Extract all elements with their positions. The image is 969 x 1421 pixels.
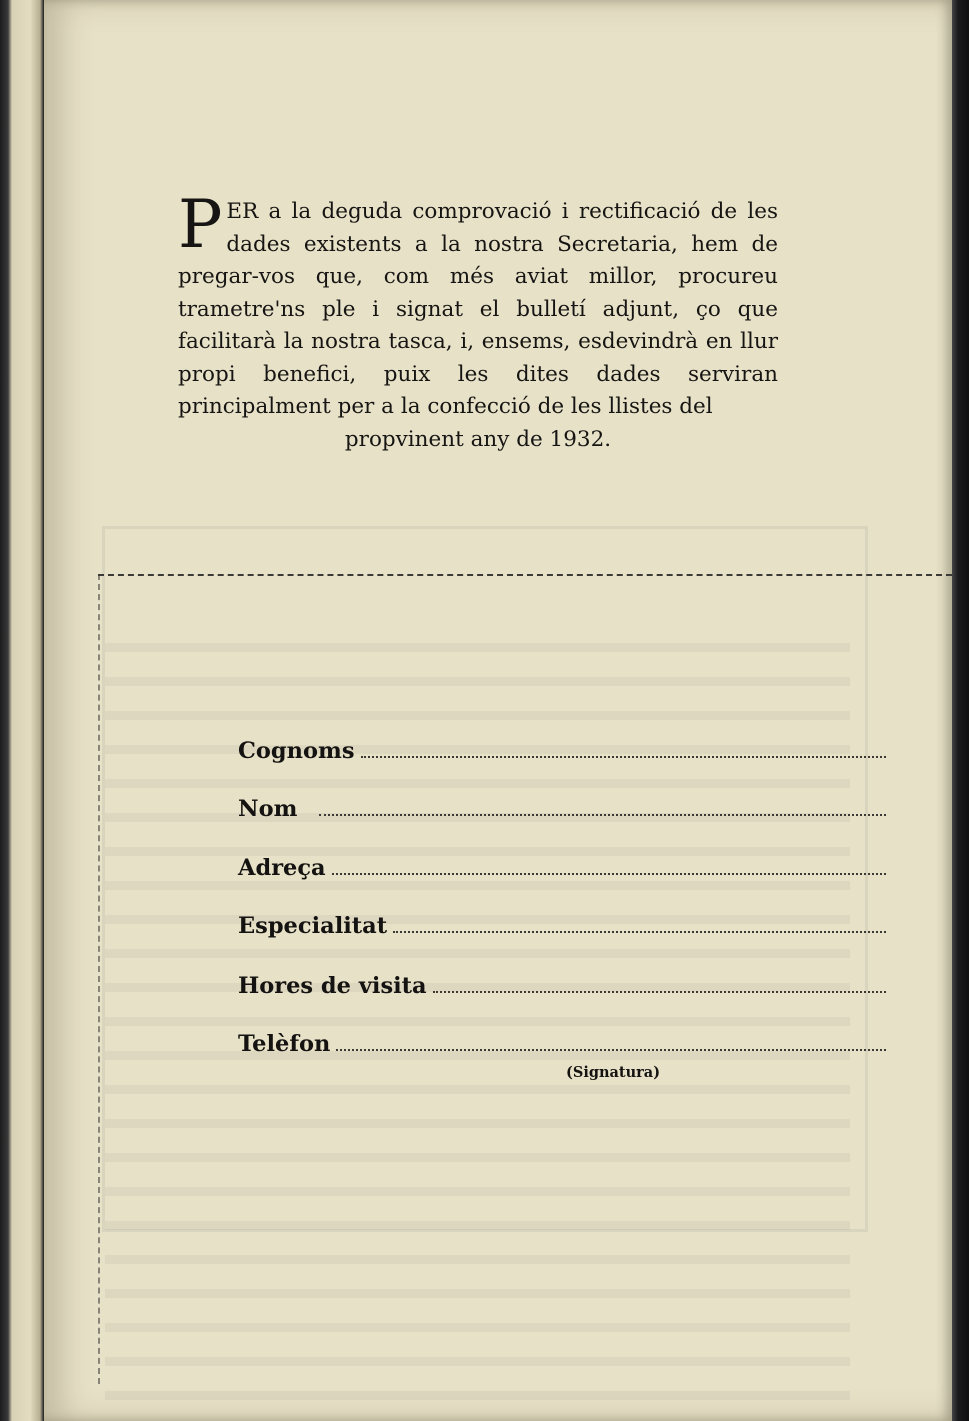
dotted-fill-line[interactable] (336, 1049, 886, 1051)
field-label-telefon: Telèfon (238, 1031, 331, 1057)
field-label-hores-de-visita: Hores de visita (238, 973, 427, 999)
form-field-telefon[interactable] (238, 1024, 886, 1058)
form-field-nom[interactable] (238, 789, 886, 823)
form-field-cognoms[interactable] (238, 731, 886, 765)
intro-last-line: propvinent any de 1932. (344, 426, 612, 452)
dotted-fill-line[interactable] (433, 991, 886, 993)
dotted-fill-line[interactable] (361, 756, 887, 758)
right-edge (952, 0, 969, 1421)
signature-label: (Signatura) (566, 1064, 661, 1081)
intro-paragraph (178, 186, 778, 456)
dotted-fill-line[interactable] (332, 873, 886, 875)
form-field-hores-de-visita[interactable] (238, 966, 886, 1000)
dotted-fill-line[interactable] (393, 931, 886, 933)
form-field-especialitat[interactable] (238, 906, 886, 940)
drop-cap: P (178, 186, 223, 263)
field-label-nom: Nom (238, 796, 298, 822)
field-label-adreca: Adreça (238, 855, 326, 881)
cut-line-vertical (98, 574, 100, 1384)
left-page-edge (0, 0, 44, 1421)
cut-line-horizontal (98, 574, 952, 576)
dotted-fill-line[interactable] (319, 814, 886, 816)
field-label-cognoms: Cognoms (238, 738, 355, 764)
intro-body: ER a la deguda comprovació i rectificació de les dades existents a la nostra Secretaria, hem de pregar-vos que, com més aviat millor, procureu trametre'ns ple i signat el bulletí adjunt, ço que facilitarà la nostra tasca, i, ensems, esdevindrà en llur propi benefici, puix les dites dades serviran principalment per a la confecció de les llistes del (178, 199, 778, 419)
field-label-especialitat: Especialitat (238, 913, 388, 939)
form-field-adreca[interactable] (238, 848, 886, 882)
